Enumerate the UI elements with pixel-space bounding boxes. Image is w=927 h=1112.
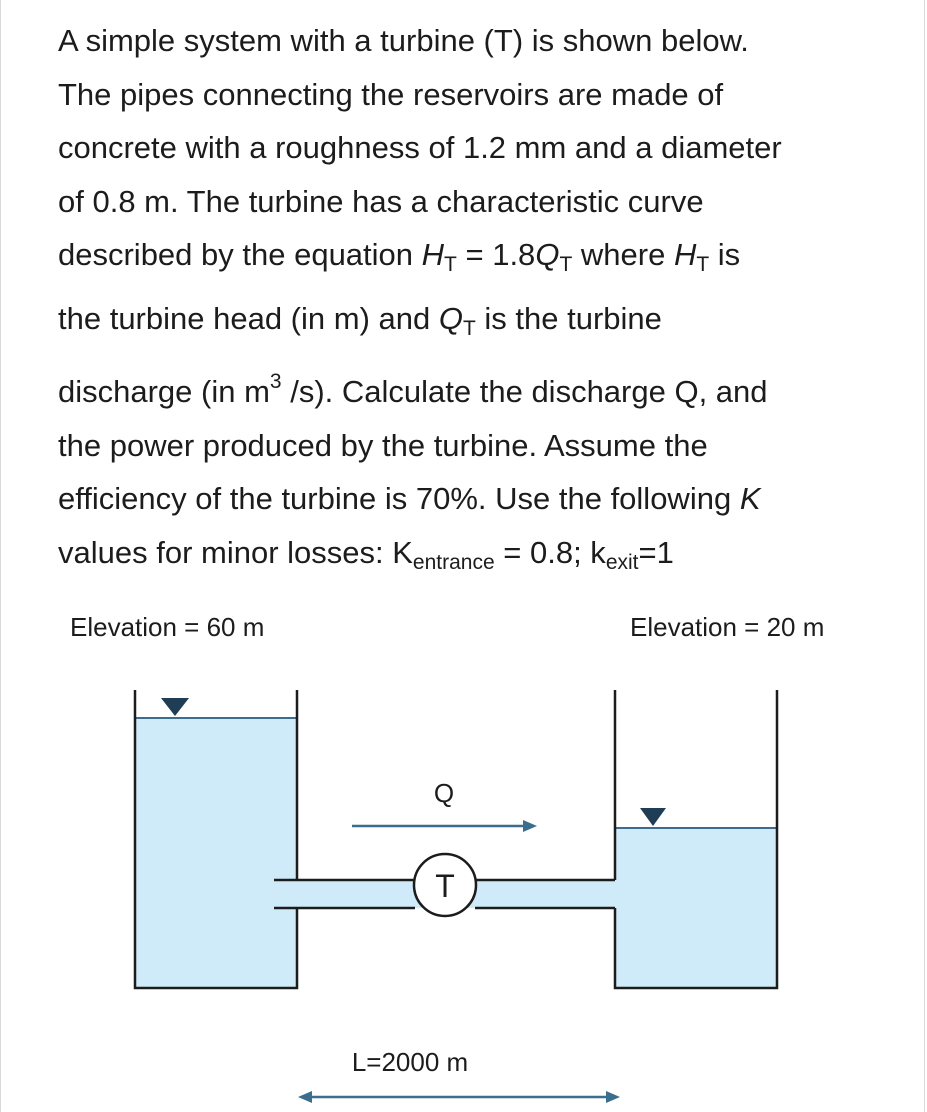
- problem-line-6: the turbine head (in m) and $Q_T$ is the turbine: [58, 300, 662, 340]
- problem-line-7: discharge (in $m^3$ /s). Calculate the discharge Q, and: [58, 370, 768, 409]
- left-reservoir-water: [135, 718, 297, 988]
- problem-line-2: The pipes connecting the reservoirs are made of: [58, 76, 724, 112]
- flow-label: Q: [433, 778, 455, 808]
- left-elevation-label: Elevation = 60 m: [70, 612, 265, 642]
- length-arrow-right-icon: [606, 1091, 620, 1103]
- pipe-length-label: L=2000 m: [351, 1047, 469, 1077]
- right-reservoir-water: [615, 828, 777, 988]
- turbine-label: T: [435, 868, 455, 904]
- problem-line-5: described by the equation $H_T = 1.8Q_T$ where $H_T$ is: [58, 237, 741, 276]
- problem-line-9: efficiency of the turbine is 70%. Use the following K: [58, 481, 761, 516]
- problem-line-4: of 0.8 m. The turbine has a characteristic curve: [58, 183, 704, 219]
- problem-line-3: concrete with a roughness of 1.2 mm and a diameter: [58, 130, 782, 165]
- length-arrow-left-icon: [298, 1091, 312, 1103]
- right-water-surface-marker-icon: [640, 808, 666, 826]
- flow-arrow-head-icon: [523, 820, 537, 832]
- problem-line-10: values for minor losses: $K_{entrance} = 0.8$; $k_{exit}=1$: [58, 534, 674, 574]
- problem-line-1: A simple system with a turbine (T) is shown below.: [58, 23, 749, 58]
- problem-line-8: the power produced by the turbine. Assume the: [58, 427, 708, 463]
- right-elevation-label: Elevation = 20 m: [630, 612, 825, 642]
- left-water-surface-marker-icon: [161, 698, 189, 716]
